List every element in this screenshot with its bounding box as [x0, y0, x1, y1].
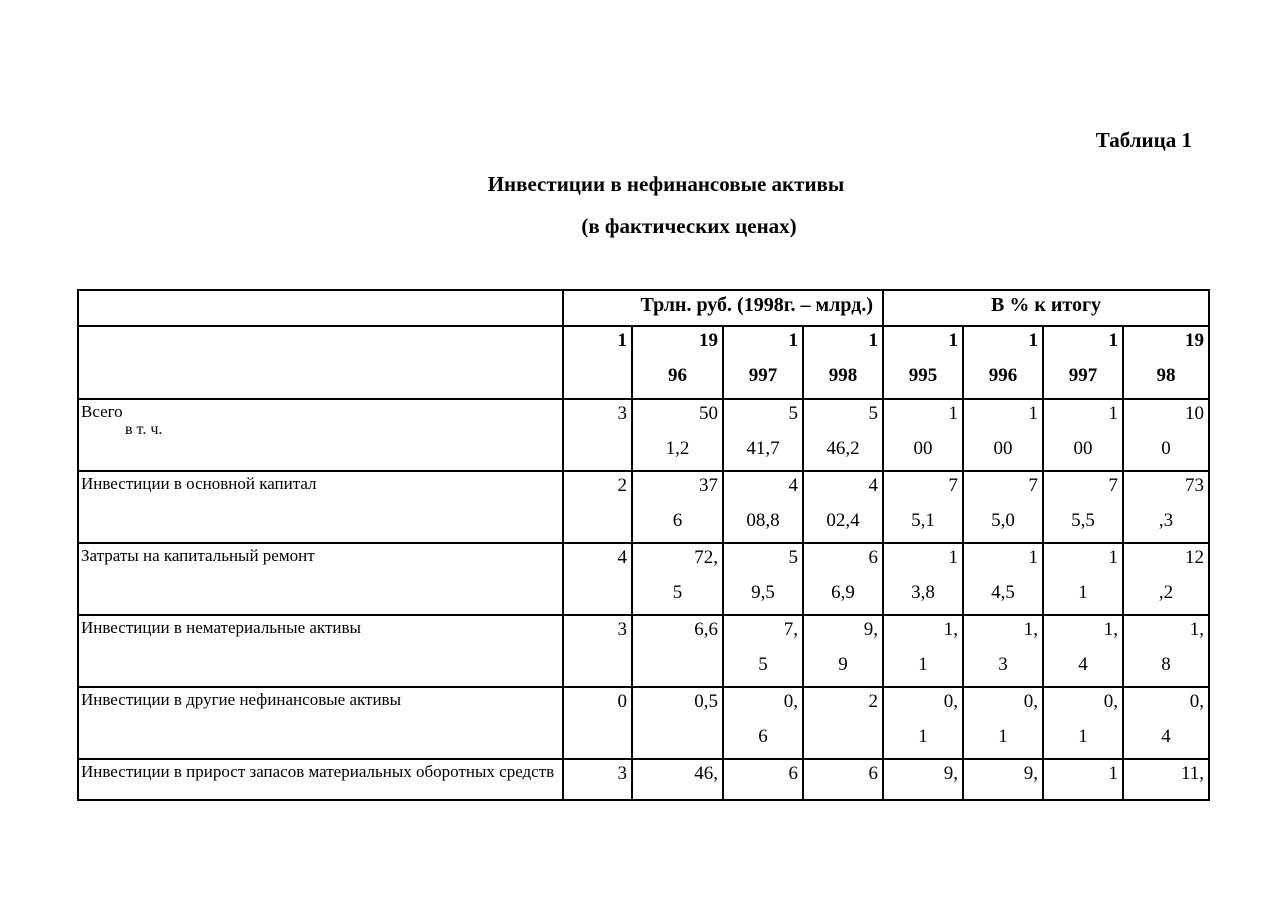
value-cell: [1043, 399, 1123, 471]
value-line-1: 5: [868, 403, 879, 424]
value-line-2: [964, 785, 1042, 798]
value-cell: [803, 759, 883, 800]
value-cell: [1043, 759, 1123, 800]
value-cell: [963, 471, 1043, 543]
row-label: Инвестиции в нематериальные активы: [81, 618, 361, 637]
value-cell: [632, 543, 723, 615]
value-cell: [1123, 759, 1209, 800]
value-cell: [723, 543, 803, 615]
value-line-1: 0,: [1189, 691, 1205, 712]
year-header-line-2: 96: [668, 365, 687, 386]
value-line-2: 1: [1078, 726, 1088, 747]
value-line-1: 0,: [1023, 691, 1039, 712]
value-line-1: 10: [1185, 403, 1205, 424]
year-header-row: [78, 326, 1209, 399]
row-label: Затраты на капитальный ремонт: [81, 546, 315, 565]
value-line-1: 1: [1108, 547, 1119, 568]
value-line-1: 0,: [943, 691, 959, 712]
table-subtitle: (в фактических ценах): [581, 214, 797, 238]
value-line-1: 3: [617, 619, 627, 640]
value-line-2: 4: [1161, 726, 1171, 747]
value-cell: [883, 471, 963, 543]
value-cell: [563, 543, 632, 615]
value-cell: [803, 471, 883, 543]
value-cell: [1043, 615, 1123, 687]
value-line-2: 5: [758, 654, 768, 675]
value-line-1: 46,: [694, 763, 718, 784]
value-line-1: 1: [948, 547, 959, 568]
value-line-1: 7,: [783, 619, 798, 640]
table-title: Инвестиции в нефинансовые активы: [487, 172, 845, 196]
empty-corner-cell: [78, 290, 563, 326]
value-cell: [723, 471, 803, 543]
value-line-1: 1: [1108, 763, 1119, 784]
value-line-1: 0,: [783, 691, 798, 712]
value-cell: [883, 399, 963, 471]
value-line-2: 00: [993, 438, 1013, 459]
value-line-2: 4,5: [991, 582, 1015, 603]
value-cell: [632, 759, 723, 800]
table-row: [78, 687, 1209, 759]
value-cell: [632, 615, 723, 687]
year-header-line-1: 19: [699, 330, 718, 351]
value-line-2: 6,9: [831, 582, 855, 603]
value-line-2: [804, 785, 882, 798]
value-line-2: 41,7: [746, 438, 780, 459]
value-cell: [803, 687, 883, 759]
group-header-row: [78, 290, 1209, 326]
table-row: [78, 399, 1209, 471]
value-line-1: 73: [1185, 475, 1205, 496]
value-line-2: 02,4: [826, 510, 860, 531]
value-line-2: [564, 785, 631, 798]
value-line-2: 00: [913, 438, 933, 459]
value-line-2: [564, 569, 631, 582]
value-line-2: ,3: [1158, 510, 1174, 531]
value-line-1: 6: [868, 547, 879, 568]
value-line-2: 9,5: [751, 582, 775, 603]
year-header-cell: [803, 326, 883, 399]
value-line-2: 1: [998, 726, 1008, 747]
value-line-1: 0,: [1103, 691, 1119, 712]
value-cell: [883, 687, 963, 759]
year-header-line-2: 997: [1068, 365, 1098, 386]
value-cell: [563, 687, 632, 759]
year-header-cell: [1123, 326, 1209, 399]
value-cell: [1123, 471, 1209, 543]
value-line-2: [564, 641, 631, 654]
value-line-1: 4: [788, 475, 798, 496]
value-line-2: [633, 785, 722, 798]
year-header-cell: [723, 326, 803, 399]
value-line-1: 6,6: [694, 619, 718, 640]
value-line-1: 5: [788, 403, 798, 424]
value-line-2: 8: [1161, 654, 1171, 675]
value-line-1: 50: [699, 403, 718, 424]
value-cell: [723, 759, 803, 800]
value-line-2: [804, 713, 882, 726]
row-label-cell: [78, 615, 563, 687]
year-header-cell: [963, 326, 1043, 399]
value-cell: [963, 543, 1043, 615]
row-label: Инвестиции в прирост запасов материальных оборотных средств: [81, 762, 555, 781]
group-header-percent: [883, 290, 1209, 326]
value-line-2: 6: [758, 726, 768, 747]
value-cell: [563, 615, 632, 687]
value-cell: [1043, 687, 1123, 759]
row-label-cell: [78, 543, 563, 615]
value-line-2: ,2: [1158, 582, 1174, 603]
value-line-1: 1,: [943, 619, 959, 640]
value-line-1: 2: [868, 691, 879, 712]
year-header-line-1: 1: [868, 330, 879, 351]
value-line-2: 00: [1073, 438, 1093, 459]
table-number-label: Таблица 1: [1095, 128, 1192, 152]
value-line-2: 1: [918, 726, 928, 747]
value-cell: [883, 615, 963, 687]
value-cell: [883, 543, 963, 615]
value-cell: [803, 543, 883, 615]
value-line-1: 12: [1185, 547, 1205, 568]
value-line-2: 3: [998, 654, 1008, 675]
value-line-2: [1044, 785, 1122, 798]
value-line-2: 46,2: [826, 438, 860, 459]
value-cell: [632, 687, 723, 759]
value-line-1: 7: [1108, 475, 1119, 496]
value-line-1: 0: [617, 691, 627, 712]
value-cell: [563, 399, 632, 471]
value-line-2: 0: [1161, 438, 1171, 459]
year-header-line-1: 1: [948, 330, 959, 351]
value-line-1: 7: [948, 475, 959, 496]
group-header-absolute: [563, 290, 883, 326]
row-label: Всего: [81, 402, 123, 421]
year-header-line-1: 1: [617, 330, 627, 351]
group-header-percent-text: В % к итогу: [991, 294, 1102, 316]
value-line-1: 1,: [1023, 619, 1039, 640]
row-label-cell: [78, 471, 563, 543]
value-line-1: 3: [617, 763, 627, 784]
value-line-1: 5: [788, 547, 798, 568]
value-line-2: [564, 497, 631, 510]
value-line-2: [564, 425, 631, 438]
value-line-1: 1,: [1103, 619, 1119, 640]
value-cell: [1123, 615, 1209, 687]
year-header-cell: [563, 326, 632, 399]
year-header-line-1: 1: [1028, 330, 1039, 351]
value-line-2: 9: [838, 654, 848, 675]
value-line-1: 3: [617, 403, 627, 424]
row-label-cell: [78, 759, 563, 800]
value-cell: [723, 615, 803, 687]
year-header-line-2: [564, 352, 631, 365]
value-cell: [1043, 543, 1123, 615]
value-line-1: 11,: [1181, 763, 1205, 784]
value-line-2: [633, 641, 722, 654]
value-line-1: 7: [1028, 475, 1039, 496]
year-header-line-2: 997: [748, 365, 778, 386]
value-line-2: 6: [672, 510, 683, 531]
value-line-1: 72,: [694, 547, 718, 568]
row-label-cell: [78, 399, 563, 471]
value-cell: [723, 399, 803, 471]
value-line-2: 1,2: [665, 438, 690, 459]
value-line-1: 2: [617, 475, 627, 496]
value-cell: [632, 399, 723, 471]
value-cell: [963, 687, 1043, 759]
table-row: [78, 615, 1209, 687]
value-cell: [1123, 687, 1209, 759]
year-header-line-2: 996: [988, 365, 1018, 386]
value-cell: [563, 471, 632, 543]
value-line-1: 1: [948, 403, 959, 424]
value-cell: [1043, 471, 1123, 543]
year-header-line-1: 1: [788, 330, 798, 351]
year-header-line-1: 1: [1108, 330, 1119, 351]
year-header-line-2: 995: [908, 365, 938, 386]
value-line-1: 1: [1108, 403, 1119, 424]
group-header-absolute-text: Трлн. руб. (1998г. – млрд.): [640, 294, 874, 316]
value-line-2: [564, 713, 631, 726]
year-header-cell: [1043, 326, 1123, 399]
investment-table: [77, 289, 1210, 801]
value-line-2: 5,0: [991, 510, 1015, 531]
row-label-cell: [78, 687, 563, 759]
value-cell: [1123, 399, 1209, 471]
value-cell: [803, 399, 883, 471]
value-cell: [963, 759, 1043, 800]
value-cell: [632, 471, 723, 543]
year-header-cell: [632, 326, 723, 399]
value-line-1: 0,5: [694, 691, 718, 712]
value-cell: [963, 615, 1043, 687]
value-cell: [1123, 543, 1209, 615]
value-line-1: 9,: [943, 763, 959, 784]
value-line-1: 1: [1028, 403, 1039, 424]
value-cell: [883, 759, 963, 800]
row-sublabel: в т. ч.: [125, 421, 163, 438]
year-header-line-1: 19: [1185, 330, 1205, 351]
year-header-cell: [883, 326, 963, 399]
year-header-line-2: 998: [828, 365, 858, 386]
value-line-1: 6: [868, 763, 879, 784]
value-line-2: 1: [918, 654, 928, 675]
value-line-2: 5,1: [911, 510, 935, 531]
table-row: [78, 543, 1209, 615]
value-line-1: 1,: [1189, 619, 1205, 640]
value-cell: [563, 759, 632, 800]
value-line-2: [884, 785, 962, 798]
value-line-2: [633, 713, 722, 726]
row-label: Инвестиции в другие нефинансовые активы: [81, 690, 402, 709]
value-line-2: [1124, 785, 1208, 798]
value-line-2: 3,8: [911, 582, 935, 603]
value-line-1: 9,: [1023, 763, 1039, 784]
value-line-1: 37: [699, 475, 718, 496]
value-cell: [723, 687, 803, 759]
value-line-2: 5,5: [1071, 510, 1095, 531]
year-header-line-2: 98: [1156, 365, 1176, 386]
value-line-1: 4: [617, 547, 627, 568]
empty-label-cell: [78, 326, 563, 399]
value-line-2: 4: [1078, 654, 1088, 675]
value-cell: [963, 399, 1043, 471]
value-line-2: 1: [1078, 582, 1088, 603]
value-line-1: 1: [1028, 547, 1039, 568]
value-line-1: 4: [868, 475, 879, 496]
value-line-1: 6: [788, 763, 798, 784]
value-line-2: 5: [672, 582, 683, 603]
value-line-1: 9,: [863, 619, 879, 640]
row-label: Инвестиции в основной капитал: [81, 474, 317, 493]
table-row: [78, 471, 1209, 543]
table-row: [78, 759, 1209, 800]
value-line-2: [724, 785, 802, 798]
value-cell: [803, 615, 883, 687]
value-line-2: 08,8: [746, 510, 780, 531]
